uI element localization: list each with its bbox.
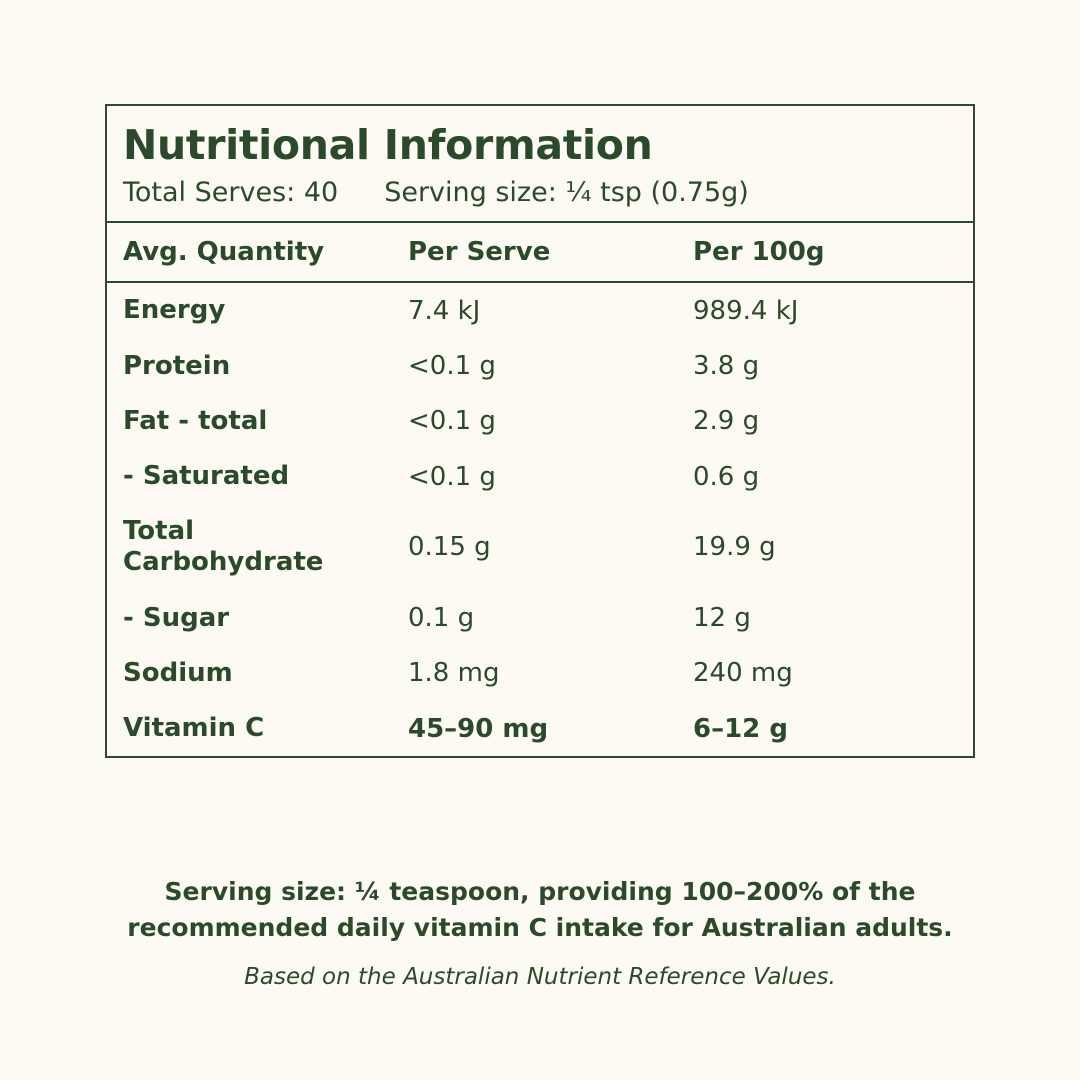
footnote bbox=[105, 874, 975, 993]
table-body bbox=[107, 282, 973, 756]
row-per-serve-value: 0.15 g bbox=[408, 532, 491, 563]
row-per-serve-value: <0.1 g bbox=[408, 351, 496, 382]
serving-size-label: Serving size: ¼ tsp (0.75g) bbox=[384, 177, 749, 209]
row-label: Total Carbohydrate bbox=[123, 516, 324, 578]
total-serves-label: Total Serves: 40 bbox=[123, 177, 339, 209]
row-label: Fat - total bbox=[123, 405, 268, 436]
footnote-source: Based on the Australian Nutrient Reference Values. bbox=[244, 964, 836, 990]
table-row bbox=[107, 646, 973, 701]
row-label: - Sugar bbox=[123, 602, 230, 633]
panel-header bbox=[107, 106, 973, 223]
row-label: Protein bbox=[123, 350, 231, 381]
table-row bbox=[107, 282, 973, 338]
footnote-primary: Serving size: ¼ teaspoon, providing 100–200% of the recommended daily vitamin C intake for Australian adults. bbox=[127, 877, 953, 942]
table-header-row bbox=[107, 223, 973, 282]
row-per-100g-value: 2.9 g bbox=[693, 406, 760, 437]
row-per-serve-value: 7.4 kJ bbox=[408, 296, 481, 327]
row-label: - Saturated bbox=[123, 461, 290, 491]
row-label: Sodium bbox=[123, 657, 233, 688]
nutrition-panel bbox=[105, 104, 975, 758]
row-label: Energy bbox=[123, 295, 226, 326]
row-per-serve-value: 45–90 mg bbox=[408, 713, 549, 744]
row-per-serve-value: 1.8 mg bbox=[408, 658, 500, 689]
column-header-per-serve: Per Serve bbox=[408, 237, 551, 268]
table-row bbox=[107, 504, 973, 590]
table-header bbox=[107, 223, 973, 282]
table-row bbox=[107, 701, 973, 756]
row-per-100g-value: 19.9 g bbox=[693, 532, 776, 563]
row-per-100g-value: 0.6 g bbox=[693, 461, 760, 492]
row-per-serve-value: <0.1 g bbox=[408, 406, 496, 437]
page-title: Nutritional Information bbox=[123, 121, 653, 169]
row-per-100g-value: 3.8 g bbox=[693, 351, 760, 382]
row-per-serve-value: 0.1 g bbox=[408, 603, 475, 634]
serving-summary bbox=[123, 177, 957, 209]
row-per-100g-value: 989.4 kJ bbox=[693, 296, 799, 327]
column-header-per-100g: Per 100g bbox=[693, 237, 825, 268]
row-per-100g-value: 6–12 g bbox=[693, 713, 788, 744]
row-label: Vitamin C bbox=[123, 712, 265, 743]
table-row bbox=[107, 394, 973, 449]
nutrition-table bbox=[107, 223, 973, 756]
table-row bbox=[107, 339, 973, 394]
table-row bbox=[107, 591, 973, 646]
row-per-100g-value: 240 mg bbox=[693, 658, 793, 689]
table-row bbox=[107, 449, 973, 504]
column-header-quantity: Avg. Quantity bbox=[123, 237, 325, 268]
row-per-100g-value: 12 g bbox=[693, 603, 751, 634]
row-per-serve-value: <0.1 g bbox=[408, 461, 496, 492]
